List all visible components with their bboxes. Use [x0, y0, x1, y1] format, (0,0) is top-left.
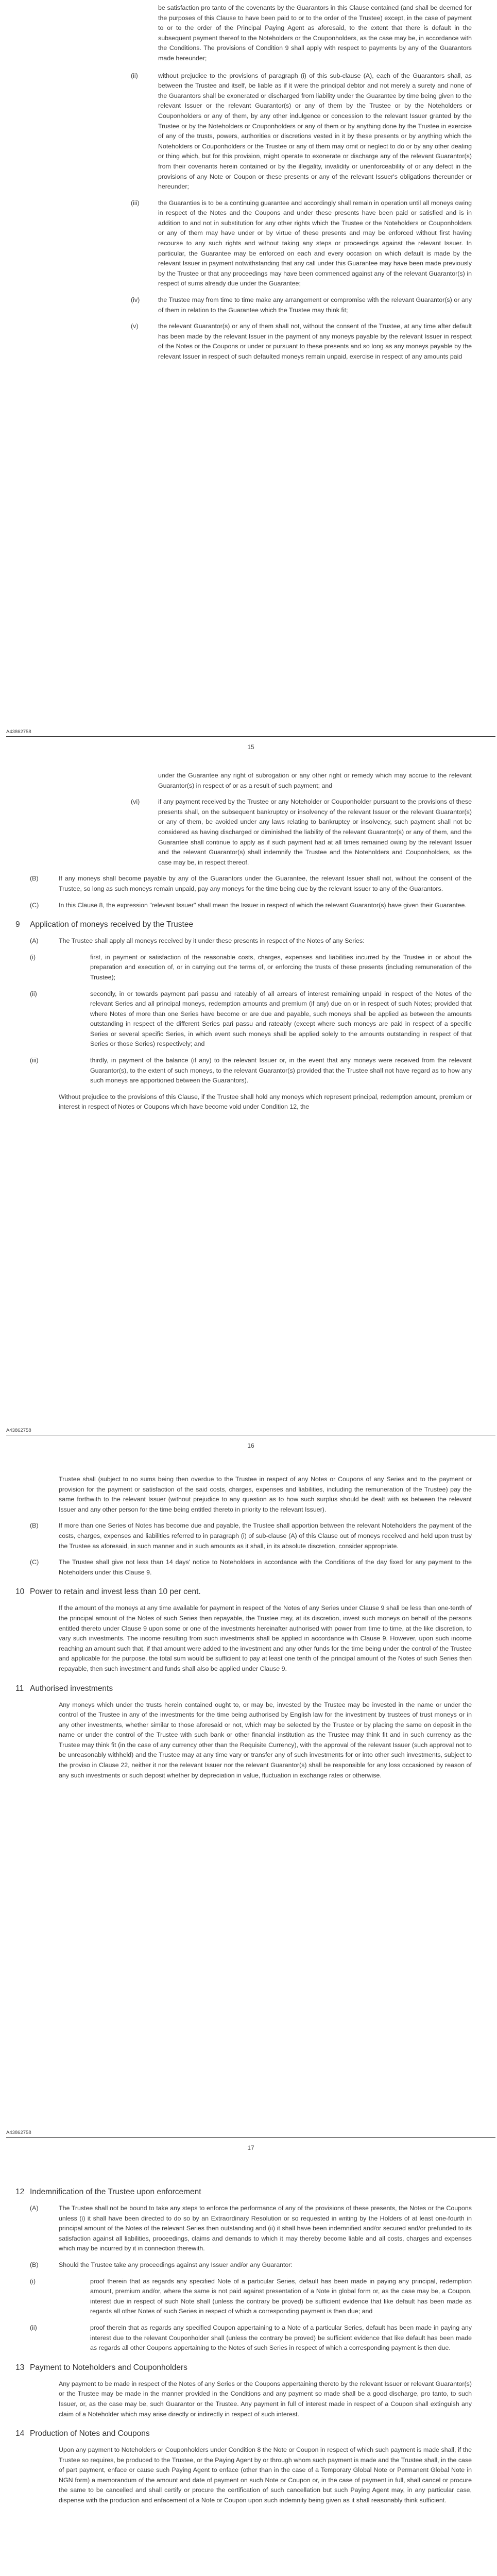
clause-10-heading: [15, 1587, 475, 1597]
list-item-ii: [30, 2323, 472, 2353]
clause-title: Production of Notes and Coupons: [30, 2429, 150, 2438]
list-item-i: [30, 953, 472, 983]
list-item-iv: [131, 295, 472, 315]
item-text: the Guaranties is to be a continuing guarantee and accordingly shall remain in operation until all moneys owing in respect of the Notes and the Coupons and under these presents have been paid or satisfied and is in addition to and not in substitution for any other rights which the Trustee or the Noteholders or Couponholders or any of them may have under or by virtue of these presents and may be enforced without first having recourse to any such rights and without taking any steps or proceedings against the relevant Issuer. In particular, the Guarantee may be enforced on each and every occasion on which default is made by the relevant Issuer in payment notwithstanding that any call under this Guarantee may have been made previously by the Trustee or that any proceedings may have been commenced against any of the relevant Guarantor(s) in respect of sums already due under the Guarantee;: [158, 199, 472, 287]
clause-9a-item: [30, 936, 472, 946]
page-number: 15: [247, 743, 254, 751]
item-label: (ii): [30, 2324, 37, 2331]
document-page-17: [0, 1455, 497, 2158]
clause-14-body: [59, 2445, 472, 2506]
page-number: 16: [247, 1442, 254, 1449]
list-item-i: [30, 2277, 472, 2317]
list-item-ii: [131, 71, 472, 192]
clause-12b-subitems: [30, 2277, 472, 2353]
document-page-18: [0, 2158, 497, 2576]
item-text: thirdly, in payment of the balance (if any) to the relevant Issuer or, in the event that any moneys were received from the relevant Guarantor(s), to the extent of such moneys, to the relevant Guarantor(s) provided that the Trustee shall not have regard as to how any such moneys are apportioned between the Guarantors).: [90, 1057, 472, 1084]
clause-13-body: [59, 2379, 472, 2419]
clause-13-heading: [15, 2363, 475, 2373]
clause-title: Authorised investments: [30, 1684, 113, 1693]
item-label: (C): [30, 901, 39, 909]
paragraph: under the Guarantee any right of subrogation or any other right or remedy which may accrue to the relevant Guarantor(s) in respect of or as a result of such payment; and: [158, 772, 472, 789]
clause-number: 13: [15, 2363, 25, 2372]
clause-11-heading: [15, 1684, 475, 1694]
clause-10-body: [59, 1603, 472, 1674]
clause-9a: [30, 936, 472, 946]
item-label: (i): [30, 2277, 36, 2285]
clause-8a-continuation: [131, 3, 472, 362]
list-item-iii: [30, 1056, 472, 1086]
document-code: A43862758: [6, 729, 31, 735]
item-label: (i): [30, 953, 36, 961]
item-label: (ii): [131, 72, 138, 79]
item-label: (A): [30, 937, 39, 945]
item-label: (iv): [131, 296, 140, 304]
item-text: if any payment received by the Trustee or any Noteholder or Couponholder pursuant to the provisions of these presents shall, on the subsequent bankruptcy or insolvency of the relevant Issuer or the relevant Guarantor(s) or any of them, be avoided under any laws relating to bankruptcy or insolvency, such payment shall not be considered as having discharged or diminished the liability of the relevant Guarantor(s) or any of them, and the Guarantee shall continue to apply as if such payment had at all times remained owing by the relevant Issuer and the relevant Guarantor(s) shall indemnify the Trustee and the Noteholders and Couponholders, as the case may be, in respect thereof.: [158, 798, 472, 866]
item-text: The Trustee shall apply all moneys received by it under these presents in respect of the Notes of any Series:: [59, 937, 365, 945]
list-item-ii: [30, 989, 472, 1050]
list-item-vi: [131, 797, 472, 868]
clause-9c: [30, 1557, 472, 1578]
document-page-15: [0, 0, 497, 756]
item-text: first, in payment or satisfaction of the reasonable costs, charges, expenses and liabilities incurred by the Trustee in or about the preparation and execution of, or in carrying out the terms of, or enforcing the trusts of these presents (including remuneration of the Trustee);: [90, 953, 472, 981]
item-label: (ii): [30, 990, 37, 997]
item-text: proof therein that as regards any specified Note of a particular Series, default has been made in paying any principal, redemption amount, premium and/or, where the same is not paid against presentation of a Note in global form or, as the case may be, a Coupon, interest due in respect of such Note shall (unless the contrary be proved) be sufficient evidence that like default has been made as regards all other Notes of such Series in respect of which a corresponding payment is then due; and: [90, 2277, 472, 2315]
item-label: (iii): [30, 1057, 39, 1064]
clause-title: Application of moneys received by the Trustee: [30, 920, 194, 929]
item-text: In this Clause 8, the expression "relevant Issuer" shall mean the Issuer in respect of which the relevant Guarantor(s) have given their Guarantee.: [59, 901, 467, 909]
clause-title: Payment to Noteholders and Couponholders: [30, 2363, 187, 2372]
item-label: (vi): [131, 798, 140, 806]
item-label: (B): [30, 1522, 39, 1530]
clause-14-heading: [15, 2429, 475, 2439]
clause-8c: [30, 901, 472, 911]
clause-9b: [30, 1521, 472, 1551]
paragraph: Upon any payment to Noteholders or Couponholders under Condition 8 the Note or Coupon in respect of which such payment is made shall, if the Trustee so requires, be produced to the Trustee, or the Paying Agent by or through whom such payment is made and the Trustee shall, in the case of part payment, enface or cause such Paying Agent to enface (other than in the case of a Temporary Global Note or Permanent Global Note in NGN form) a memorandum of the amount and date of payment on such Note or Coupon or, in the case of payment in full, shall cancel or procure the same to be cancelled and shall certify or procure the certification of such cancellation but such Paying Agent may, in any particular case, dispense with the production and enfacement of a Note or Coupon upon such indemnity being given as it shall reasonably think sufficient.: [59, 2446, 472, 2504]
item-label: (C): [30, 1558, 39, 1566]
clause-number: 10: [15, 1587, 25, 1597]
item-text: the Trustee may from time to time make any arrangement or compromise with the relevant Guarantor(s) or any of them in relation to the Guarantee which the Trustee may think fit;: [158, 296, 472, 314]
item-text: The Trustee shall not be bound to take any steps to enforce the performance of any of the provisions of these presents, the Notes or the Coupons unless (i) it shall have been directed to do so by an Extraordinary Resolution or so requested in writing by the Holders of at least one-fourth in principal amount of the Notes of the relevant Series then outstanding and (ii) it shall have been indemnified and/or secured and/or prefunded to its satisfaction against all liabilities, proceedings, claims and demands to which it may thereby become liable and all costs, charges and expenses which may be incurred by it in connection therewith.: [59, 2205, 472, 2252]
clause-title: Power to retain and invest less than 10 per cent.: [30, 1587, 201, 1597]
item-text: Should the Trustee take any proceedings against any Issuer and/or any Guarantor:: [59, 2261, 293, 2268]
item-label: (B): [30, 2261, 39, 2268]
clause-8-b-c: [30, 874, 472, 910]
page-number: 17: [247, 2144, 254, 2151]
item-label: (iii): [131, 199, 140, 207]
item-text: If any moneys shall become payable by any of the Guarantors under the Guarantee, the relevant Issuer shall not, without the consent of the Trustee, so long as such moneys remain unpaid, pay any moneys for the time being due by the relevant Issuer to any of the Guarantors.: [59, 875, 472, 892]
item-text: The Trustee shall give not less than 14 days' notice to Noteholders in accordance with the Conditions of the day fixed for any payment to the Noteholders under this Clause 9.: [59, 1558, 472, 1576]
clause-number: 11: [15, 1684, 24, 1693]
item-label: (B): [30, 875, 39, 883]
clause-number: 12: [15, 2188, 25, 2196]
paragraph: Any payment to be made in respect of the Notes of any Series or the Coupons appertaining thereto by the relevant Issuer or relevant Guarantor(s) or the Trustee may be made in the manner provided in the Conditions and any payment so made shall be a good discharge, pro tanto, to such Issuer, or, as the case may be, such Guarantor or the Trustee. Any payment in full of interest made in respect of a Coupon shall extinguish any claim of a Noteholder which may arise directly or indirectly in respect of such interest.: [59, 2380, 472, 2418]
clause-8b: [30, 874, 472, 894]
item-text: If more than one Series of Notes has become due and payable, the Trustee shall apportion between the relevant Noteholders the payment of the costs, charges, expenses and liabilities referred to in paragraph (i) of sub-clause (A) of this Clause out of moneys received and held upon trust by the Trustee as aforesaid, in such manner and in such amounts as it shall, in its absolute discretion, consider appropriate.: [59, 1522, 472, 1550]
clause-number: 9: [15, 920, 20, 929]
clause-12-items: [30, 2204, 472, 2270]
clause-number: 14: [15, 2429, 25, 2438]
list-item-iii: [131, 198, 472, 289]
footer-divider: [6, 736, 495, 737]
document-code: A43862758: [6, 1428, 31, 1433]
clause-12a: [30, 2204, 472, 2254]
clause-9a-subitems: [30, 953, 472, 1086]
clause-9-continuation: [30, 1475, 472, 1578]
paragraph: If the amount of the moneys at any time available for payment in respect of the Notes of any Series under Clause 9 shall be less than one-tenth of the principal amount of the Notes of such Series then repayable, the Trustee may, at its discretion, invest such moneys on behalf of the persons entitled thereto under Clause 9 upon some or one of the investments hereinafter authorised with power from time to time, at the like discretion, to vary such investments. The income resulting from such investments shall be applied in accordance with Clause 9. However, upon such income reaching an amount such that, if that amount were added to the investment and any other funds for the time being under the control of the Trustee and applicable for the purpose, the total sum would be sufficient to pay at least one tenth of the principal amount of the Notes of such Series then repayable, then such investment and funds shall also be applied under Clause 9.: [59, 1604, 472, 1672]
item-text: without prejudice to the provisions of paragraph (i) of this sub-clause (A), each of the Guarantors shall, as between the Trustee and itself, be liable as if it were the principal debtor and not merely a surety and none of the Guarantors shall be exonerated or discharged from liability under the Guarantee by time being given to the relevant Issuer or the relevant Guarantor(s) or any of them by the Trustee or by the Noteholders or Couponholders or any of them, by any other indulgence or concession to the relevant Issuer granted by the Trustee or by the Noteholders or Couponholders or any of them or by anything done by the Trustee in exercise of any of the trusts, powers, authorities or discretions vested in it by these presents or by anything which the Noteholders or Couponholders or the Trustee or any of them may omit or neglect to do or by any other dealing or thing which, but for this provision, might operate to exonerate or discharge any of the relevant Guarantor(s) from their covenants herein contained or by the illegality, invalidity or unenforceability of or any defect in the provisions of any Note or Coupon or these presents or any of the relevant Issuer's obligations thereunder or hereunder;: [158, 72, 472, 191]
clause-8a-end: [131, 771, 472, 868]
item-label: (A): [30, 2205, 39, 2212]
document-page-16: [0, 756, 497, 1455]
clause-9-heading: [15, 920, 475, 930]
footer-divider: [6, 2137, 495, 2138]
item-text: proof therein that as regards any specified Coupon appertaining to a Note of a particular Series, default has been made in paying any interest due to the relevant Couponholder shall (unless the contrary be proved) be sufficient evidence that like default has been made as regards all other Coupons appertaining to the Notes of such Series in respect of which a corresponding payment is then due.: [90, 2324, 472, 2352]
clause-12-heading: [15, 2187, 475, 2197]
paragraph: Without prejudice to the provisions of this Clause, if the Trustee shall hold any moneys which represent principal, redemption amount, premium or interest in respect of Notes or Coupons which have become void under Condition 12, the: [59, 1093, 472, 1111]
list-item-v: [131, 321, 472, 362]
clause-12b: [30, 2260, 472, 2270]
item-label: (v): [131, 323, 139, 330]
item-text: secondly, in or towards payment pari passu and rateably of all arrears of interest remaining unpaid in respect of the Notes of the relevant Series and all principal moneys, redemption amounts and premium (if any) due on or in respect of such Notes; provided that where Notes of more than one Series have become or are due and payable, such moneys shall be applied as between the amounts outstanding in respect of the different Series pari passu and rateably (except where such moneys are paid in respect of a specific Series or several specific Series, in which event such moneys shall be applied solely to the amounts outstanding in respect of that Series or those Series) respectively; and: [90, 990, 472, 1048]
clause-11-body: [59, 1700, 472, 1781]
document-code: A43862758: [6, 2130, 31, 2136]
clause-title: Indemnification of the Trustee upon enforcement: [30, 2188, 201, 2196]
paragraph: be satisfaction pro tanto of the covenants by the Guarantors in this Clause contained (and shall be deemed for the purposes of this Clause to have been paid to or to the order of the Trustee) except, in the case of payment to or to the order of the Principal Paying Agent as aforesaid, to the extent that there is default in the subsequent payment thereof to the Noteholders or the Couponholders, as the case may be, in accordance with the Conditions. The provisions of Condition 9 shall apply with respect to payments by any of the Guarantors made hereunder;: [158, 4, 472, 62]
paragraph: Trustee shall (subject to no sums being then overdue to the Trustee in respect of any Notes or Coupons of any Series and to the payment or provision for the payment or satisfaction of the said costs, charges, expenses and liabilities, including the remuneration of the Trustee) pay the same forthwith to the relevant Issuer (without prejudice to any question as to how such surplus should be dealt with as between the relevant Issuer and any other person for the time being entitled thereto in priority to the relevant Issuer).: [59, 1476, 472, 1513]
item-text: the relevant Guarantor(s) or any of them shall not, without the consent of the Trustee, at any time after default has been made by the relevant Issuer in the payment of any moneys payable by the relevant Issuer in respect of the Notes or the Coupons or under or pursuant to these presents and so long as any moneys payable by the relevant Issuer in respect of such defaulted moneys remain unpaid, exercise in respect of any amounts paid: [158, 323, 472, 360]
clause-9-closing: [59, 1092, 472, 1112]
paragraph: Any moneys which under the trusts herein contained ought to, or may be, invested by the Trustee may be invested in the name or under the control of the Trustee in any of the investments for the time being authorised by English law for the investment by trustees of trust moneys or in any other investments, whether similar to those aforesaid or not, which may be selected by the Trustee or by placing the same on deposit in the name or under the control of the Trustee with such bank or other financial institution as the Trustee may think fit and in such currency as the Trustee may think fit (in the case of any currency other than the Requisite Currency), with the approval of the relevant Issuer (such approval not to be unreasonably withheld) and the Trustee may at any time vary or transfer any of such investments for or into other such investments, subject to the proviso in Clause 22, neither it nor the relevant Issuer nor the relevant Guarantor(s) shall be responsible for any loss occasioned by reason of any such investments or such deposit whether by depreciation in value, fluctuation in exchange rates or otherwise.: [59, 1701, 472, 1779]
